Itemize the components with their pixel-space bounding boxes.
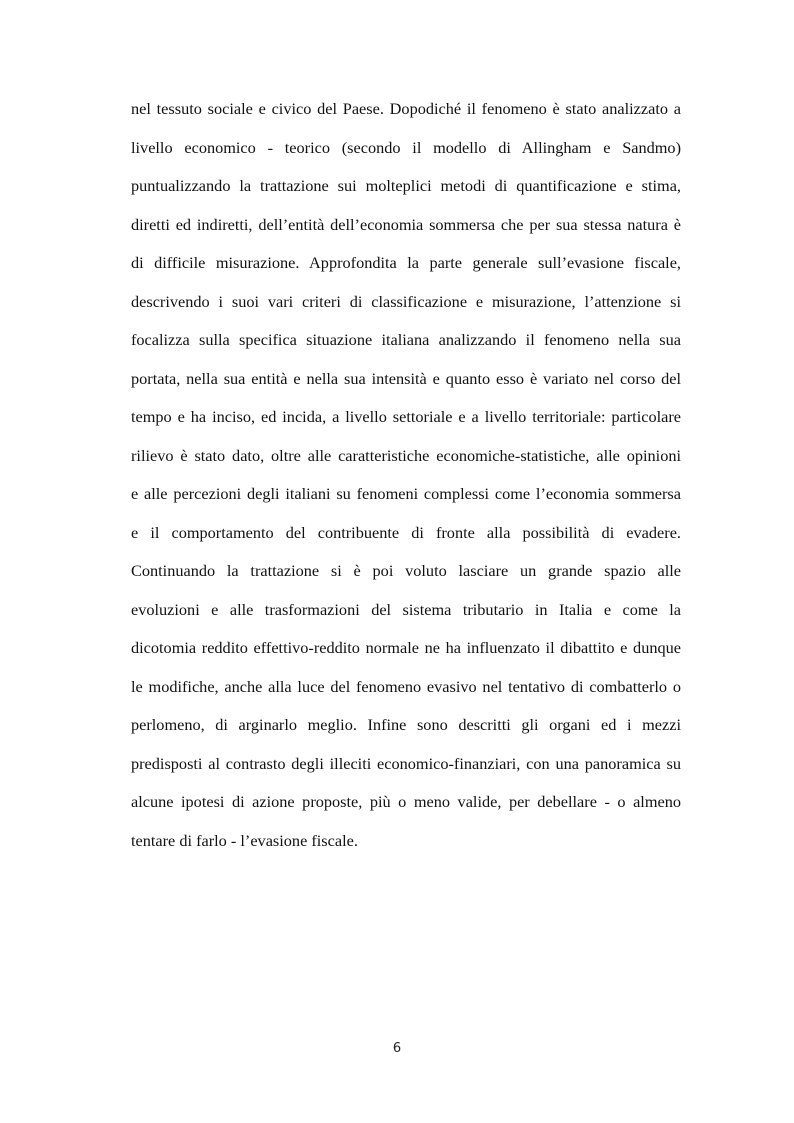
text-line: descrivendo i suoi vari criteri di classificazione e misurazione, l’attenzione si [131,291,681,311]
text-line: tempo e ha inciso, ed incida, a livello settoriale e a livello territoriale: particolare [131,407,681,426]
text-line: nel tessuto sociale e civico del Paese. Dopodiché il fenomeno è stato analizzato a [131,99,681,118]
text-line: rilievo è stato dato, oltre alle caratteristiche economiche-statistiche, alle opinioni [131,445,681,465]
text-line: alcune ipotesi di azione proposte, più o meno valide, per debellare - o almeno [131,792,681,811]
text-line: le modifiche, anche alla luce del fenomeno evasivo nel tentativo di combatterlo o [131,676,681,696]
text-line: e il comportamento del contribuente di fronte alla possibilità di evadere. [131,522,681,542]
text-line: tentare di farlo - l’evasione fiscale. [131,830,358,850]
text-line: dicotomia reddito effettivo-reddito normale ne ha influenzato il dibattito e dunque [131,638,681,657]
text-line: perlomeno, di arginarlo meglio. Infine sono descritti gli organi ed i mezzi [131,715,681,734]
text-line: Continuando la trattazione si è poi voluto lasciare un grande spazio alle [131,561,681,580]
body-paragraph [131,90,681,860]
text-line: e alle percezioni degli italiani su fenomeni complessi come l’economia sommersa [131,484,681,503]
text-line: diretti ed indiretti, dell’entità dell’economia sommersa che per sua stessa natura è [131,214,681,234]
text-line: predisposti al contrasto degli illeciti economico-finanziari, con una panoramica su [131,753,681,773]
text-line: di difficile misurazione. Approfondita la parte generale sull’evasione fiscale, [131,253,681,272]
text-line: focalizza sulla specifica situazione italiana analizzando il fenomeno nella sua [131,330,681,349]
text-line: livello economico - teorico (secondo il modello di Allingham e Sandmo) [131,137,681,157]
page-number: 6 [392,1041,402,1056]
text-line: portata, nella sua entità e nella sua intensità e quanto esso è variato nel corso del [131,368,681,388]
text-line: puntualizzando la trattazione sui molteplici metodi di quantificazione e stima, [131,176,681,195]
text-line: evoluzioni e alle trasformazioni del sistema tributario in Italia e come la [131,599,681,619]
